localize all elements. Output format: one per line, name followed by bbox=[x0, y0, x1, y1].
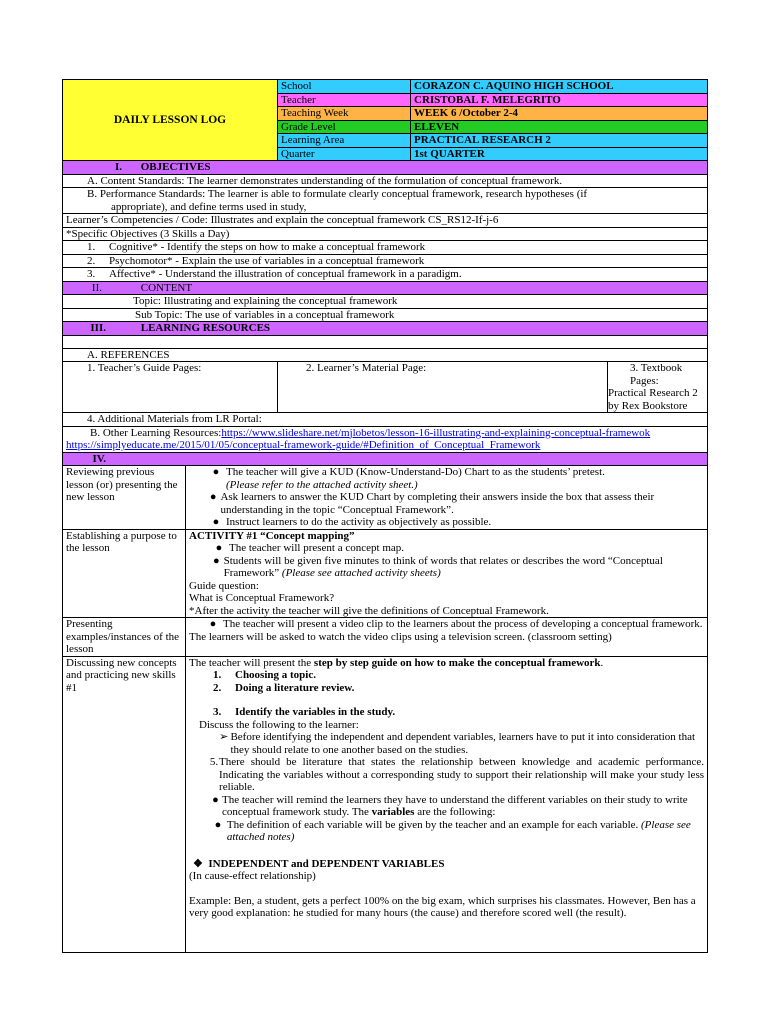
reviewing-label: Reviewing previous lesson (or) presenting the new lesson bbox=[63, 466, 186, 530]
grade-label: Grade Level bbox=[278, 120, 411, 134]
week-value: WEEK 6 /October 2-4 bbox=[411, 107, 708, 121]
content-standards: A. Content Standards: The learner demonstrates understanding of the formulation of conceptual framework. bbox=[63, 174, 708, 188]
procedures-heading: IV. bbox=[63, 452, 708, 466]
teacher-label: Teacher bbox=[278, 93, 411, 107]
learners-material: 2. Learner’s Material Page: bbox=[278, 362, 608, 413]
lesson-log-table bbox=[62, 79, 708, 953]
week-label: Teaching Week bbox=[278, 107, 411, 121]
objective-item: 3. Affective* - Understand the illustration of conceptual framework in a paradigm. bbox=[63, 268, 708, 282]
establishing-label: Establishing a purpose to the lesson bbox=[63, 529, 186, 618]
specific-objectives: *Specific Objectives (3 Skills a Day) bbox=[63, 227, 708, 241]
objectives-heading: I. OBJECTIVES bbox=[63, 161, 708, 175]
establishing-content: ACTIVITY #1 “Concept mapping” ● The teacher will present a concept map. ● Students will be given five minutes to think of words that relates or describes the word “Conceptual Framework” (Please see attached activity sheets) Guide question: What is Conceptual Framework? *After the activity the teacher will give the definitions of Conceptual Framework. bbox=[186, 529, 708, 618]
blank-row bbox=[63, 335, 708, 348]
teacher-value: CRISTOBAL F. MELEGRITO bbox=[411, 93, 708, 107]
reviewing-content: ● The teacher will give a KUD (Know-Understand-Do) Chart to as the students’ pretest. (Please refer to the attached activity sheet.) ● Ask learners to answer the KUD Chart by completing their answers inside the box that assess their understanding in the topic “Conceptual Framework”. ● Instruct learners to do the activity as objectively as possible. bbox=[186, 466, 708, 530]
quarter-label: Quarter bbox=[278, 147, 411, 161]
sub-topic: Sub Topic: The use of variables in a conceptual framework bbox=[63, 308, 708, 322]
discussing-content: The teacher will present the step by step guide on how to make the conceptual framework. 1. Choosing a topic. 2. Doing a literature review. 3. Identify the variables in the study. Discuss the following to the learner: ➢ Before identifying the independent and dependent variables, learners have to put it into consideration that they should relate to one another based on the studies. 5. There should be literature that states the relationship between knowledge and academic performance. Indicating the variables without a corresponding study to support their relationship will make your study less reliable. ● The teacher will remind the learners they have to understand the different variables on their study to write conceptual framework study. The variables are the following: ● The definition of each variable will be given by the teacher and an example for each variable. (Please see attached notes) ❖ INDEPENDENT and DEPENDENT VARIABLES (In cause-effect relationship) Example: Ben, a student, gets a perfect 100% on the big exam, which surprises his classmates. However, Ben has a very good explanation: he studied for many hours (the cause) and therefore scored well (the result). bbox=[186, 656, 708, 952]
other-resources: B. Other Learning Resources:https://www.slideshare.net/mjlobetos/lesson-16-illustrating-and-explaining-conceptual-framewok https://simplyeducate.me/2015/01/05/conceptual-framework-guide/#Definition_of_Conceptual_Framework bbox=[63, 426, 708, 452]
resources-heading: III. LEARNING RESOURCES bbox=[63, 322, 708, 336]
log-title: DAILY LESSON LOG bbox=[63, 80, 278, 161]
topic: Topic: Illustrating and explaining the conceptual framework bbox=[63, 295, 708, 309]
discussing-label: Discussing new concepts and practicing new skills #1 bbox=[63, 656, 186, 952]
lesson-log bbox=[62, 79, 707, 953]
area-label: Learning Area bbox=[278, 134, 411, 148]
performance-standards: B. Performance Standards: The learner is able to formulate clearly conceptual framework, research hypotheses (if appropriate), and define terms used in study, bbox=[63, 188, 708, 214]
arrow-bullet-icon: ➢ bbox=[219, 731, 229, 743]
grade-value: ELEVEN bbox=[411, 120, 708, 134]
objective-item: 1. Cognitive* - Identify the steps on how to make a conceptual framework bbox=[63, 241, 708, 255]
presenting-content: ● The teacher will present a video clip to the learners about the process of developing a conceptual framework. The learners will be asked to watch the video clips using a television screen. (classroom setting) bbox=[186, 618, 708, 657]
school-label: School bbox=[278, 80, 411, 94]
slideshare-link[interactable]: https://www.slideshare.net/mjlobetos/lesson-16-illustrating-and-explaining-conceptual-framewok bbox=[221, 426, 651, 439]
simplyeducate-link[interactable]: https://simplyeducate.me/2015/01/05/conceptual-framework-guide/#Definition_of_Conceptual_Framework bbox=[66, 439, 541, 451]
additional-materials: 4. Additional Materials from LR Portal: bbox=[63, 413, 708, 427]
textbook-pages: 3. Textbook Pages: Practical Research 2 by Rex Bookstore bbox=[608, 362, 708, 413]
competencies: Learner’s Competencies / Code: Illustrates and explain the conceptual framework CS_RS12-If-j-6 bbox=[63, 214, 708, 228]
teachers-guide: 1. Teacher’s Guide Pages: bbox=[63, 362, 278, 413]
objective-item: 2. Psychomotor* - Explain the use of variables in a conceptual framework bbox=[63, 254, 708, 268]
references: A. REFERENCES bbox=[63, 348, 708, 362]
area-value: PRACTICAL RESEARCH 2 bbox=[411, 134, 708, 148]
quarter-value: 1st QUARTER bbox=[411, 147, 708, 161]
content-heading: II. CONTENT bbox=[63, 281, 708, 295]
diamond-bullet-icon: ❖ bbox=[193, 857, 203, 870]
presenting-label: Presenting examples/instances of the lesson bbox=[63, 618, 186, 657]
school-value: CORAZON C. AQUINO HIGH SCHOOL bbox=[411, 80, 708, 94]
